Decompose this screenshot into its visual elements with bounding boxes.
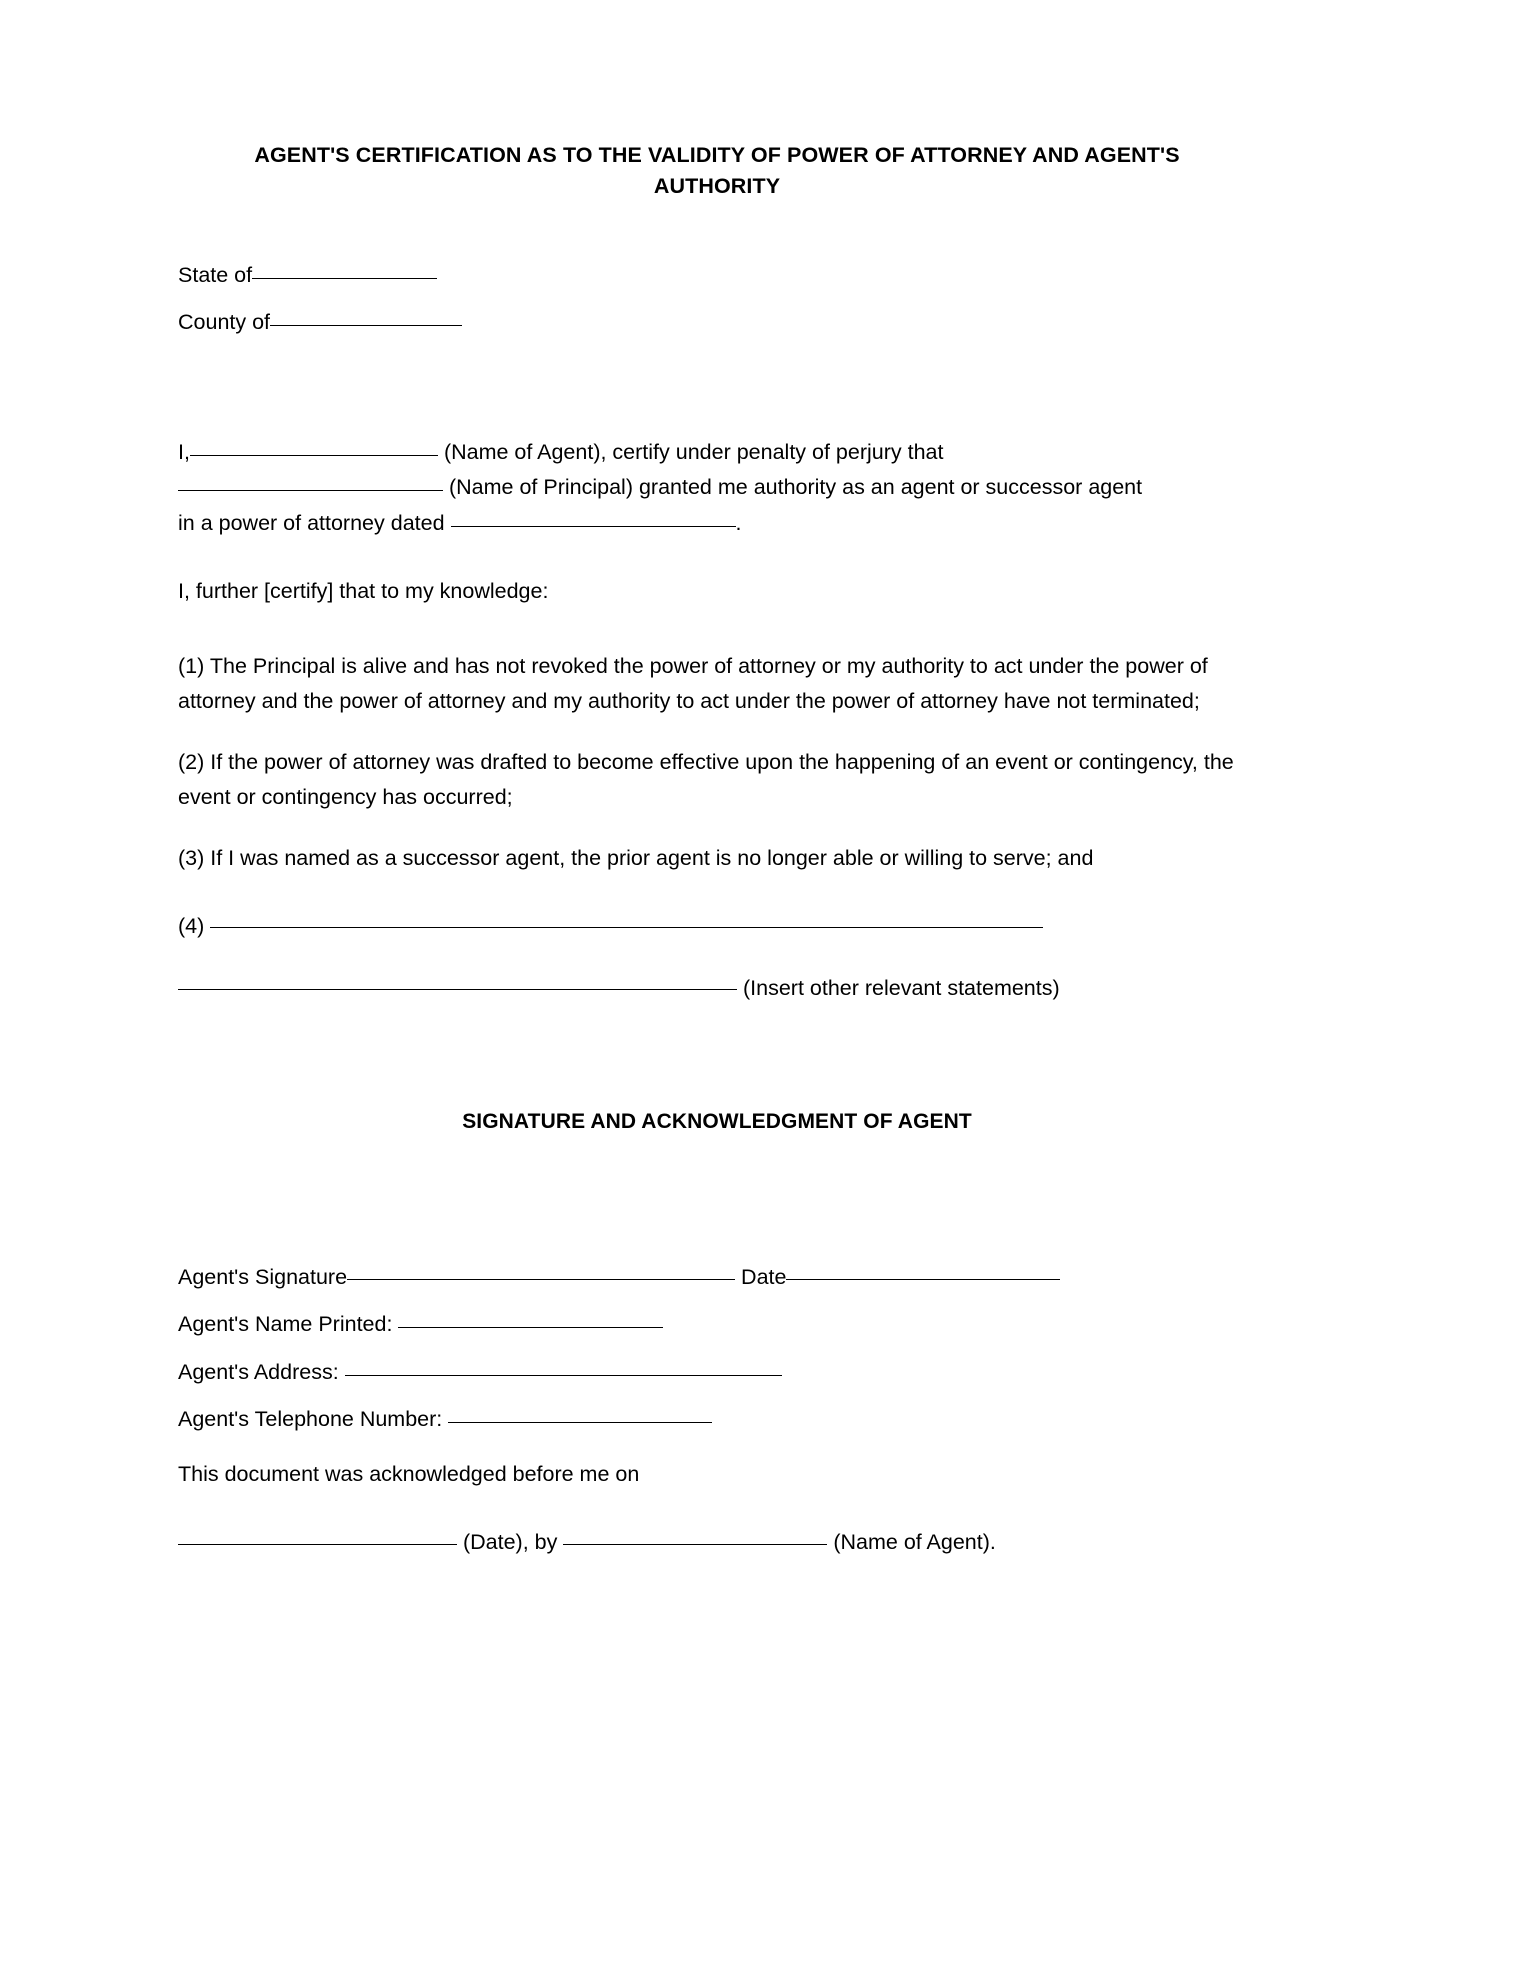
agent-address-label: Agent's Address: [178, 1359, 339, 1384]
county-label: County of [178, 310, 271, 335]
principal-name-row [178, 477, 1256, 499]
item-4-input-line[interactable] [210, 927, 1043, 928]
acknowledgment-date-input-line[interactable] [178, 1544, 457, 1545]
insert-statements-row [178, 975, 1256, 1000]
agent-name-row [178, 439, 1256, 464]
poa-date-period: . [735, 510, 742, 535]
agent-name-printed-input-line[interactable] [398, 1327, 663, 1328]
poa-date-input-line[interactable] [451, 526, 736, 527]
poa-date-label: in a power of attorney dated [178, 510, 445, 535]
state-field-row [178, 262, 1256, 287]
principal-name-input-line[interactable] [178, 490, 443, 491]
acknowledgment-date-name-row [178, 1529, 1256, 1554]
agent-name-printed-row [178, 1314, 1256, 1336]
agent-telephone-row [178, 1409, 1256, 1431]
poa-date-row [178, 510, 1256, 535]
signature-section-heading: SIGNATURE AND ACKNOWLEDGMENT OF AGENT [462, 1110, 972, 1134]
certification-item-4-row [178, 916, 1256, 938]
county-input-line[interactable] [270, 325, 462, 326]
acknowledgment-line: This document was acknowledged before me on [178, 1461, 640, 1486]
agent-signature-input-line[interactable] [347, 1279, 735, 1280]
state-label: State of [178, 262, 253, 287]
page-title: AGENT'S CERTIFICATION AS TO THE VALIDITY OF POWER OF ATTORNEY AND AGENT'S AUTHORITY [254, 143, 1180, 199]
certification-item-1: (1) The Principal is alive and has not revoked the power of attorney or my authority to act under the power of attorney and the power of attorney and my authority to act under the power of attorney have not terminated; [178, 654, 1208, 714]
acknowledgment-name-input-line[interactable] [563, 1544, 827, 1545]
agent-name-suffix: (Name of Agent), certify under penalty of perjury that [443, 439, 944, 464]
further-certify-line: I, further [certify] that to my knowledge: [178, 579, 549, 604]
agent-name-input-line[interactable] [190, 455, 438, 456]
agent-signature-label: Agent's Signature [178, 1264, 348, 1289]
certification-item-3: (3) If I was named as a successor agent, the prior agent is no longer able or willing to serve; and [178, 846, 1094, 871]
insert-statements-note: (Insert other relevant statements) [742, 975, 1060, 1000]
agent-signature-row [178, 1264, 1256, 1289]
certification-item-2: (2) If the power of attorney was drafted to become effective upon the happening of an event or contingency, the event or contingency has occurred; [178, 750, 1234, 810]
acknowledgment-date-label: (Date), by [462, 1529, 558, 1554]
date-input-line[interactable] [786, 1279, 1060, 1280]
county-field-row [178, 312, 1256, 334]
insert-statements-input-line[interactable] [178, 989, 737, 990]
intro-text: I, [178, 439, 190, 464]
acknowledgment-name-label: (Name of Agent). [833, 1529, 996, 1554]
state-input-line[interactable] [252, 278, 437, 279]
agent-telephone-input-line[interactable] [448, 1422, 712, 1423]
agent-name-printed-label: Agent's Name Printed: [178, 1312, 393, 1337]
agent-address-input-line[interactable] [345, 1375, 782, 1376]
agent-telephone-label: Agent's Telephone Number: [178, 1407, 443, 1432]
document-body [178, 140, 1256, 1553]
date-label: Date [741, 1264, 787, 1289]
agent-address-row [178, 1359, 1256, 1384]
item-4-label: (4) [178, 914, 205, 939]
principal-name-suffix: (Name of Principal) granted me authority as an agent or successor agent [448, 475, 1143, 500]
